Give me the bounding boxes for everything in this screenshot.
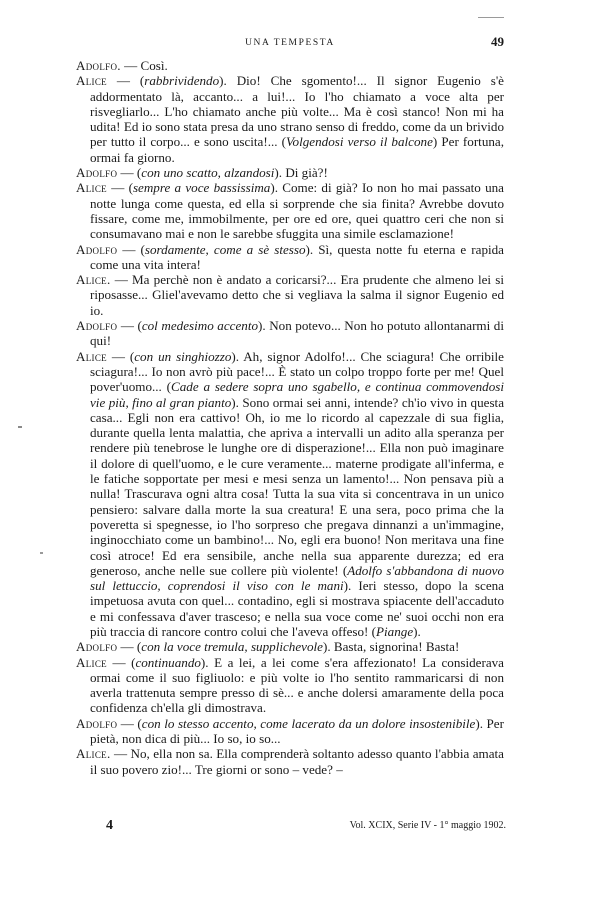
speaker-name: Alice (76, 180, 107, 196)
spoken-text: ). Basta, signorina! Basta! (322, 639, 460, 655)
dialogue-entry (76, 654, 504, 716)
spoken-text: ). Come: di già? Io non ho mai passato una notte lunga come questa, ed ella si sorprende che sia finita? Avrebbe dovuto fissare, come me, immobilmente, per ore ed ore, quei quattro ceri che non si consumavano mai e non le sarebbe sfuggita una simile esclamazione! (90, 180, 504, 242)
stage-direction: col medesimo accento (141, 318, 259, 334)
speaker-name: Alice. (76, 272, 111, 288)
volume-info: Vol. XCIX, Serie IV - 1° maggio 1902. (349, 820, 506, 831)
spoken-text: ). Ah, signor Adolfo!... Che sciagura! Che orribile sciagura!... Io non avrò più pace!... È stato un colpo troppo forte per me! Quel pover'uomo... ( (90, 348, 504, 395)
dialogue-entry (76, 73, 505, 165)
spoken-text: ). Sì, questa notte fu eterna e rapida come una vita intera! (90, 241, 504, 272)
spoken-text: ). Dio! Che sgomento!... Il signor Eugenio s'è addormentato là, accanto... a lui!... Io l'ho chiamato a voce alta per risvegliarlo... L'ho chiamato anche più volte... Ma è così stanco! Non mi ha udita! Ed io sono stata presa da uno strano senso di freddo, come da un brivido per tutto il corpo... e sono uscita!... ( (90, 73, 504, 150)
speaker-name: Adolfo (76, 715, 118, 731)
dialogue-entry (76, 348, 505, 640)
spoken-text: — ( (117, 639, 142, 655)
spoken-text: — ( (106, 654, 136, 670)
spoken-text: — ( (117, 241, 145, 257)
spoken-text: — No, ella non sa. Ella comprenderà soltanto adesso quanto l'abbia amata il suo povero zio!... Tre giorni or sono – vede? – (90, 746, 504, 777)
speaker-name: Adolfo (76, 639, 118, 655)
dialogue-entry (76, 165, 504, 181)
spoken-text: ). Di già?! (274, 165, 328, 181)
stage-direction: Adolfo s'abbandona di nuovo sul lettuccio, coprendosi il viso con le mani (90, 562, 504, 594)
stage-direction: sempre a voce bassissima (132, 180, 271, 196)
speaker-name: Alice (76, 73, 107, 89)
spoken-text: — ( (117, 715, 142, 731)
dialogue-entry (76, 180, 504, 242)
spoken-text: — ( (106, 180, 133, 196)
spoken-text: — Così. (120, 58, 168, 73)
stage-direction: continuando (135, 654, 201, 670)
stage-direction: con la voce tremula, supplichevole (141, 639, 323, 655)
page-footer (76, 818, 506, 836)
dialogue-entry (76, 715, 504, 747)
book-page (76, 30, 504, 777)
dialogue-entry (76, 58, 504, 73)
spoken-text: — ( (106, 348, 135, 364)
dialogue-entry (76, 746, 504, 777)
stage-direction: con un singhiozzo (134, 348, 232, 364)
dialogue-entry (76, 639, 504, 655)
spoken-text: — ( (106, 73, 145, 89)
spoken-text: ). Ieri stesso, dopo la scena impetuosa avuta con quel... contadino, egli si mostrava spiacente dell'accaduto e mi confessava d'aver trasceso; e nella sua voce come ne' suoi occhi non era più traccia di rancore contro colui che l'aveva offeso! ( (90, 578, 504, 639)
spoken-text: ). Sono ormai sei anni, intende? ch'io vivo in questa casa... Egli non era cattivo! Oh, io me lo ricordo al capezzale di sua figlia, durante quella lenta malattia, che apriva a intervalli un adito alla speranza per rendere più tenebrose le lunghe ore di disperazione!... Ella non può imaginare il dolore di quell'uomo, e le cure veramente... materne prodigate all'inferma, e le fatiche sopportate per mesi e mesi senza un lamento!... Non pensava più a nulla! Trascurava ogni altra cosa! Tutta la sua vita si concentrava in un unico pensiero: salvare dalla morte la sua creatura! E una sera, poco prima che la poveretta si spegnesse, io l'ho sorpreso che pregava dinnanzi a un'immagine, inginocchiato come un bambino!... No, egli era buono! Non meritava una fine così atroce! Ed era sensibile, anche nella sua apparente durezza; ed era generoso, anche nelle sue collere più violente! ( (90, 394, 505, 578)
spoken-text: — Ma perchè non è andato a coricarsi?... Era prudente che almeno lei si riposasse... Gliel'avevamo detto che si vegliava la salma il signor Eugenio ed io. (90, 272, 504, 318)
stage-direction: con uno scatto, alzandosi (141, 165, 275, 181)
stage-direction: Volgendosi verso il balcone (286, 134, 433, 150)
stage-direction: con lo stesso accento, come lacerato da un dolore insostenibile (141, 715, 476, 731)
spoken-text: ). (413, 623, 421, 639)
sheet-signature: 4 (106, 818, 113, 833)
dialogue-text (76, 58, 504, 777)
print-mark (40, 552, 43, 554)
spoken-text: ) Per fortuna, ormai fa giorno. (90, 134, 505, 165)
print-mark (478, 17, 504, 18)
spoken-text: ). Non potevo... Non ho potuto allontanarmi di qui! (90, 318, 504, 349)
running-title: UNA TEMPESTA (245, 38, 335, 48)
stage-direction: rabbrividendo (144, 73, 220, 89)
spoken-text: ). Per pietà, non dica di più... Io so, io so... (90, 715, 504, 747)
stage-direction: Piange (376, 623, 414, 639)
stage-direction: sordamente, come a sè stesso (144, 241, 306, 257)
spoken-text: — ( (117, 318, 142, 334)
dialogue-entry (76, 272, 504, 318)
dialogue-entry (76, 318, 504, 349)
speaker-name: Adolfo (76, 241, 118, 257)
spoken-text: — ( (117, 165, 142, 181)
speaker-name: Adolfo (76, 165, 118, 181)
spoken-text: ). E a lei, a lei come s'era affezionato! La considerava ormai come il suo figliuolo: e più volte io l'ho sentito rammaricarsi di non averla trattenuta sempre presso di sè... e anche dolersi amaramente della poca confidenza ch'ella gli dimostrava. (90, 654, 504, 716)
speaker-name: Adolfo. (76, 58, 121, 73)
stage-direction: Cade a sedere sopra uno sgabello, e continua commovendosi vie più, fino al gran pianto (90, 379, 504, 410)
speaker-name: Alice (76, 348, 107, 364)
speaker-name: Adolfo (76, 318, 118, 334)
page-header (76, 30, 504, 58)
page-number: 49 (491, 34, 504, 49)
print-mark (18, 426, 22, 428)
speaker-name: Alice. (76, 746, 111, 762)
speaker-name: Alice (76, 654, 107, 670)
dialogue-entry (76, 241, 504, 273)
